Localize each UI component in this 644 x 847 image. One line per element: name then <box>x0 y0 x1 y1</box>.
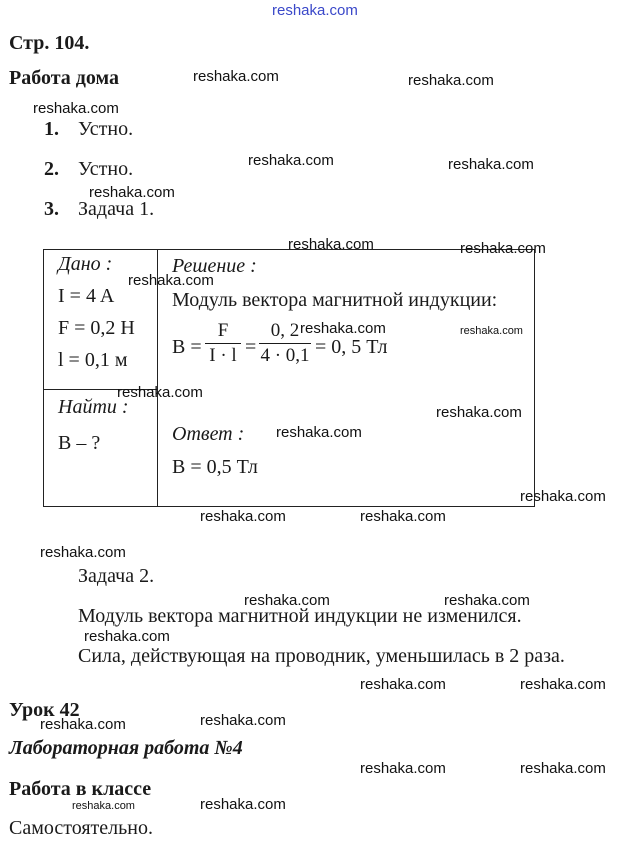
solution-text: Модуль вектора магнитной индукции: <box>172 289 498 311</box>
fraction-numerator: 0, 2 <box>270 320 300 341</box>
watermark: reshaka.com <box>520 676 606 693</box>
watermark: reshaka.com <box>40 716 126 733</box>
watermark: reshaka.com <box>360 508 446 525</box>
watermark: reshaka.com <box>84 628 170 645</box>
task1-table <box>43 249 535 507</box>
formula-lhs: B = <box>172 336 202 358</box>
find-label: Найти : <box>58 396 129 418</box>
given-value: F = 0,2 H <box>58 317 135 339</box>
watermark: reshaka.com <box>200 796 286 813</box>
solution-label: Решение : <box>172 255 257 277</box>
watermark: reshaka.com <box>408 72 494 89</box>
watermark: reshaka.com <box>193 68 279 85</box>
watermark: reshaka.com <box>460 325 523 337</box>
watermark: reshaka.com <box>276 424 362 441</box>
fraction-denominator: 4 · 0,1 <box>260 345 310 366</box>
task2-title: Задача 2. <box>78 565 155 587</box>
class-work-text: Самостоятельно. <box>9 817 153 839</box>
watermark: reshaka.com <box>360 760 446 777</box>
watermark: reshaka.com <box>444 592 530 609</box>
watermark: reshaka.com <box>520 488 606 505</box>
fraction-denominator: I · l <box>209 345 237 366</box>
given-label: Дано : <box>58 253 113 275</box>
find-value: B – ? <box>58 432 101 454</box>
watermark: reshaka.com <box>128 272 214 289</box>
lab-title: Лабораторная работа №4 <box>9 737 243 759</box>
formula-equals: = <box>245 336 257 358</box>
lesson-title: Урок 42 <box>9 699 80 721</box>
watermark: reshaka.com <box>200 508 286 525</box>
watermark: reshaka.com <box>448 156 534 173</box>
item-number: 1. <box>44 118 59 140</box>
item-text: Устно. <box>78 158 134 180</box>
watermark: reshaka.com <box>520 760 606 777</box>
watermark: reshaka.com <box>89 184 175 201</box>
page-number: Стр. 104. <box>9 32 90 54</box>
task2-line: Модуль вектора магнитной индукции не изменился. <box>78 605 522 627</box>
given-value: l = 0,1 м <box>58 349 128 371</box>
answer-label: Ответ : <box>172 423 245 445</box>
formula-result: = 0, 5 Тл <box>315 336 388 358</box>
watermark: reshaka.com <box>72 800 135 812</box>
watermark: reshaka.com <box>33 100 119 117</box>
item-text: Устно. <box>78 118 134 140</box>
item-number: 2. <box>44 158 59 180</box>
fraction-numerator: F <box>217 320 229 341</box>
class-work-title: Работа в классе <box>9 778 152 800</box>
task2-line: Сила, действующая на проводник, уменьшилась в 2 раза. <box>78 645 565 667</box>
watermark: reshaka.com <box>244 592 330 609</box>
watermark: reshaka.com <box>248 152 334 169</box>
watermark: reshaka.com <box>288 236 374 253</box>
formula-fraction-1 <box>205 320 241 367</box>
watermark: reshaka.com <box>40 544 126 561</box>
watermark: reshaka.com <box>200 712 286 729</box>
answer-value: B = 0,5 Тл <box>172 456 258 478</box>
section-title-home: Работа дома <box>9 67 119 89</box>
given-value: I = 4 A <box>58 285 115 307</box>
watermark: reshaka.com <box>436 404 522 421</box>
watermark: reshaka.com <box>117 384 203 401</box>
item-text: Задача 1. <box>78 198 155 220</box>
watermark: reshaka.com <box>272 2 358 19</box>
watermark: reshaka.com <box>460 240 546 257</box>
watermark: reshaka.com <box>360 676 446 693</box>
item-number: 3. <box>44 198 59 220</box>
watermark: reshaka.com <box>300 320 386 337</box>
